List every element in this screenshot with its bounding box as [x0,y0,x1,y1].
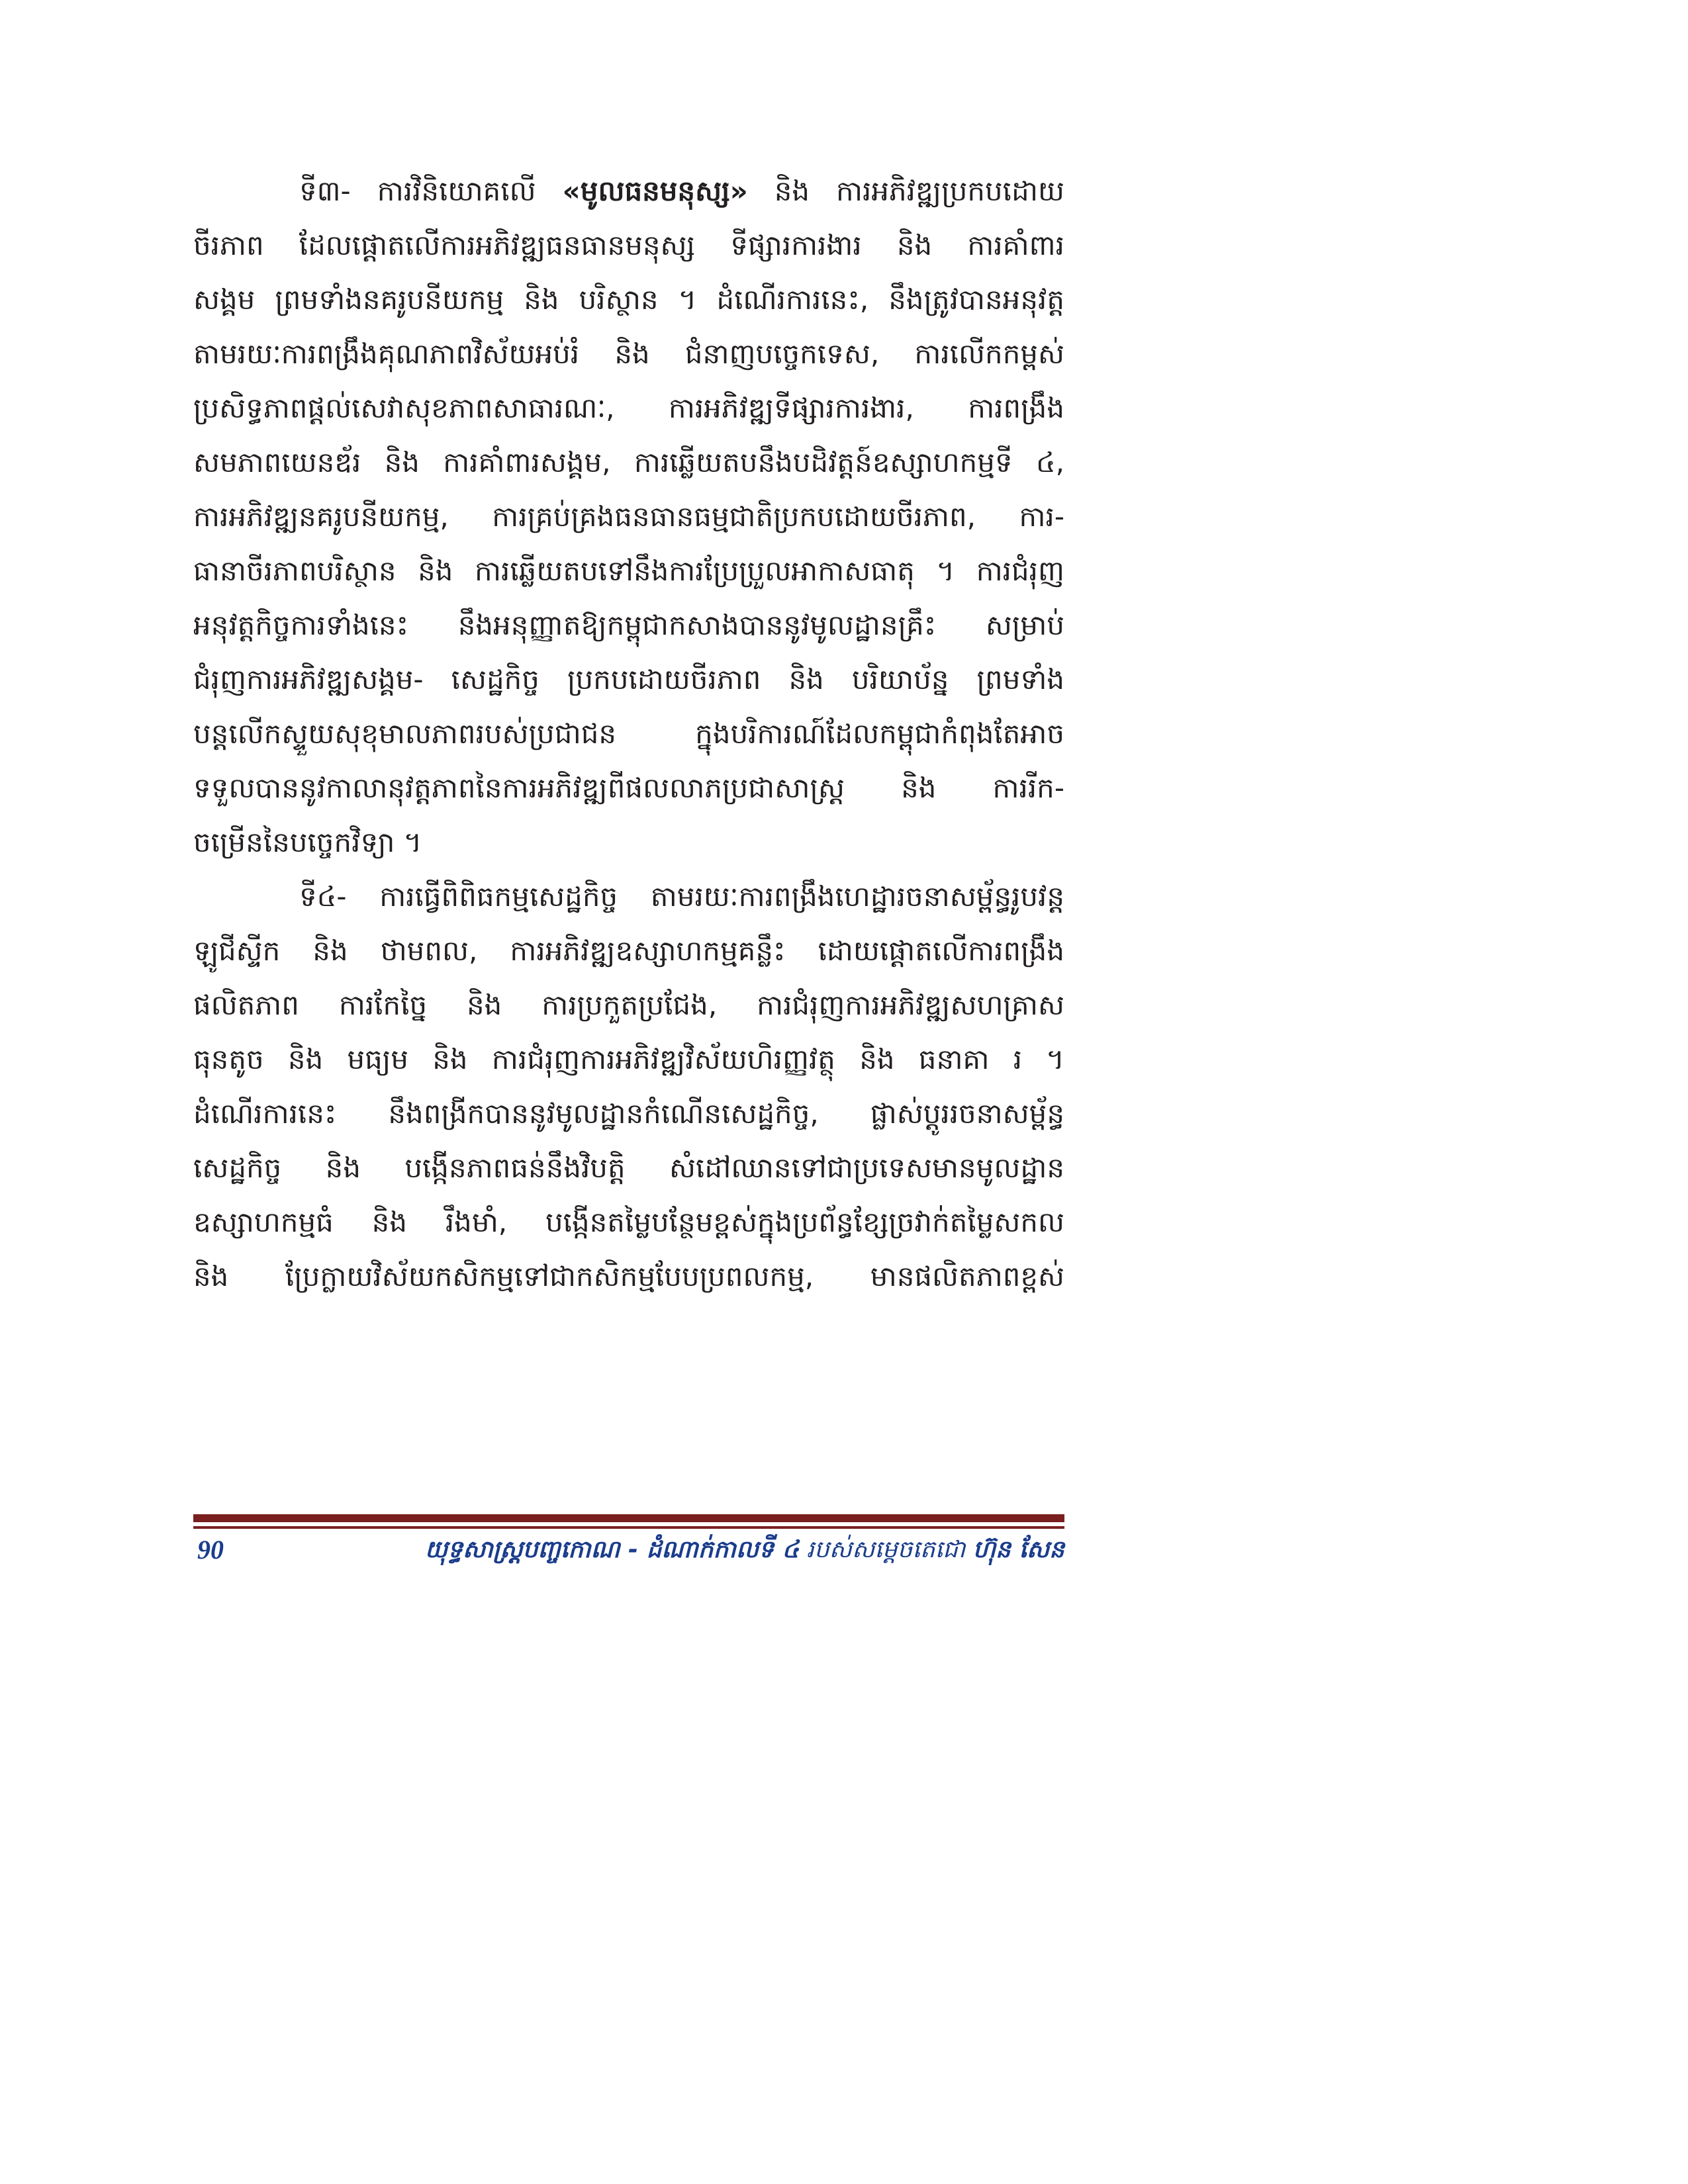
footer-rule-thin [193,1526,1064,1529]
paragraph-1-line: សមភាពយេនឌ័រ និង ការគាំពារសង្គម, ការឆ្លើយតបនឹងបដិវត្តន៍ឧស្សាហកម្មទី ៤, [193,446,1064,478]
paragraph-2-line: ធុនតូច និង មធ្យម និង ការជំរុញការអភិវឌ្ឍវិស័យហិរញ្ញវត្ថុ និង ធនាគា រ ។ [193,1043,1064,1075]
paragraph-2-line: ឡូជីស្ទីក និង ថាមពល, ការអភិវឌ្ឍឧស្សាហកម្មគន្លឹះ ដោយផ្តោតលើការពង្រឹង [193,934,1064,967]
footer-rule-thick [193,1514,1064,1522]
paragraph-1-lead: ទី៣- ការវិនិយោគលើ [299,175,563,207]
paragraph-2-line: ឧស្សាហកម្មធំ និង រឹងមាំ, បង្កើនតម្លៃបន្ថែមខ្ពស់ក្នុងប្រព័ន្ធខ្សែច្រវាក់តម្លៃសកល [193,1206,1064,1238]
page-number: 90 [197,1535,224,1565]
paragraph-2-line: ផលិតភាព ការកែច្នៃ និង ការប្រកួតប្រជែង, ការជំរុញការអភិវឌ្ឍសហគ្រាស [193,989,1064,1021]
paragraph-1-lead-rest: និង ការអភិវឌ្ឍប្រកបដោយ [747,175,1064,207]
paragraph-1-line: ជំរុញការអភិវឌ្ឍសង្គម- សេដ្ឋកិច្ច ប្រកបដោយចីរភាព និង បរិយាប័ន្ន ព្រមទាំង [193,663,1064,696]
paragraph-1-line: អនុវត្តកិច្ចការទាំងនេះ នឹងអនុញ្ញាតឱ្យកម្ពុជាកសាងបាននូវមូលដ្ឋានគ្រឹះ សម្រាប់ [193,609,1064,641]
paragraph-2-line: ទី៤- ការធ្វើពិពិធកម្មសេដ្ឋកិច្ច តាមរយៈការពង្រឹងហេដ្ឋារចនាសម្ព័ន្ធរូបវន្ត [299,880,1064,913]
paragraph-1-line: ទទួលបាននូវកាលានុវត្តភាពនៃការអភិវឌ្ឍពីផលលាភប្រជាសាស្ត្រ និង ការរីក- [193,772,1064,804]
running-title-strategy: យុទ្ធសាស្ត្របញ្ចកោណ - ដំណាក់កាលទី ៤ [424,1536,799,1563]
paragraph-1-line: សង្គម ព្រមទាំងនគរូបនីយកម្ម និង បរិស្ថាន ។ ដំណើរការនេះ, នឹងត្រូវបានអនុវត្ត [193,283,1064,316]
running-title-author: ហ៊ុន សែន [972,1536,1064,1563]
running-title [425,1534,1064,1569]
paragraph-1-line: ការអភិវឌ្ឍនគរូបនីយកម្ម, ការគ្រប់គ្រងធនធានធម្មជាតិប្រកបដោយចីរភាព, ការ- [193,500,1064,533]
paragraph-1-line: ចីរភាព ដែលផ្តោតលើការអភិវឌ្ឍធនធានមនុស្ស ទីផ្សារការងារ និង ការគាំពារ [193,229,1064,261]
paragraph-2-line: និង ប្រែក្លាយវិស័យកសិកម្មទៅជាកសិកម្មបែបប្រពលកម្ម, មានផលិតភាពខ្ពស់ [193,1260,1064,1293]
human-capital-term: «មូលធនមនុស្ស» [562,175,748,207]
paragraph-1-line: តាមរយៈការពង្រឹងគុណភាពវិស័យអប់រំ និង ជំនាញបច្ចេកទេស, ការលើកកម្ពស់ [193,338,1064,370]
paragraph-1-line: ចម្រើននៃបច្ចេកវិទ្យា ។ [193,826,422,858]
paragraph-1-line: បន្តលើកស្ទួយសុខុមាលភាពរបស់ប្រជាជន ក្នុងបរិការណ៍ដែលកម្ពុជាកំពុងតែអាច [193,717,1064,750]
paragraph-1-line: ប្រសិទ្ធភាពផ្តល់សេវាសុខភាពសាធារណៈ, ការអភិវឌ្ឍទីផ្សារការងារ, ការពង្រឹង [193,392,1064,424]
running-title-by: របស់សម្តេចតេជោ [798,1536,973,1563]
body-text [193,164,1064,1304]
paragraph-2-line: ដំណើរការនេះ នឹងពង្រីកបាននូវមូលដ្ឋានកំណើនសេដ្ឋកិច្ច, ផ្លាស់ប្តូររចនាសម្ព័ន្ធ [193,1097,1064,1130]
paragraph-1-line-1 [193,164,1064,218]
paragraph-1-line: ធានាចីរភាពបរិស្ថាន និង ការឆ្លើយតបទៅនឹងការប្រែប្រួលអាកាសធាតុ ។ ការជំរុញ [193,555,1064,587]
paragraph-2-line: សេដ្ឋកិច្ច និង បង្កើនភាពធន់នឹងវិបត្តិ សំដៅឈានទៅជាប្រទេសមានមូលដ្ឋាន [193,1152,1064,1184]
